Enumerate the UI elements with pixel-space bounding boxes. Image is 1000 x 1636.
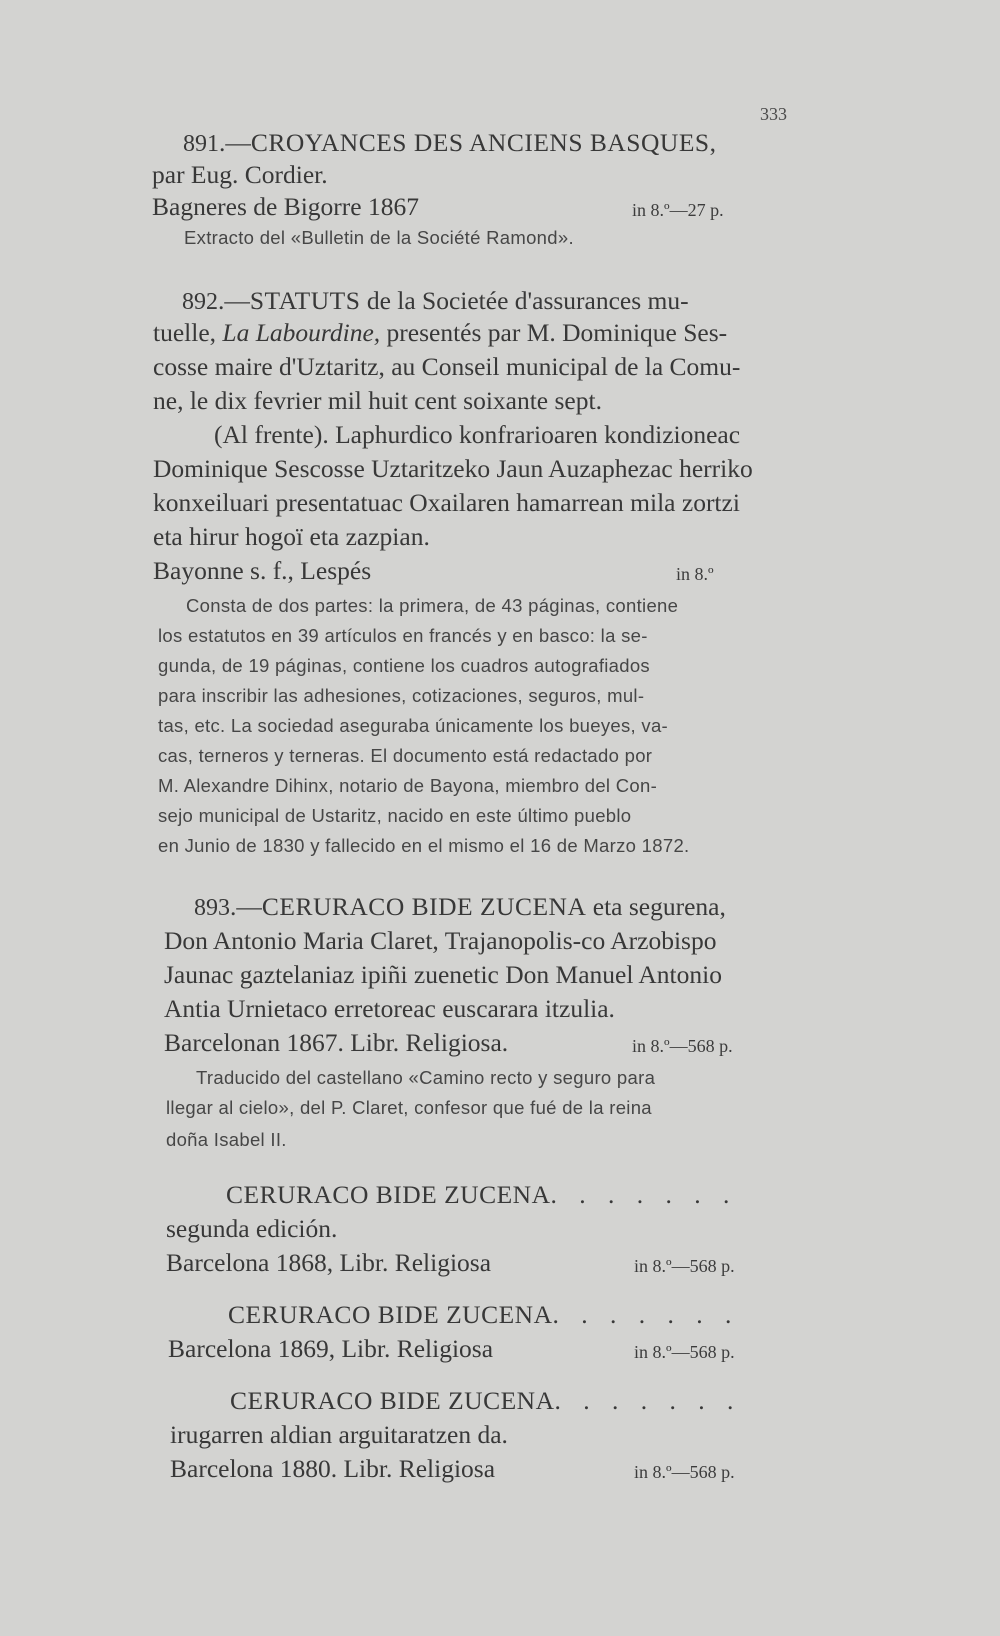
entry-title: CERURACO BIDE ZUCENA <box>261 892 587 921</box>
entry-text-line: eta segurena, <box>592 892 726 921</box>
entry-text-line: Don Antonio Maria Claret, Trajanopolis-co Arzobispo <box>164 926 717 955</box>
entry-text-line: cosse maire d'Uztaritz, au Conseil municipal de la Comu- <box>153 352 741 381</box>
edition-imprint: Barcelona 1868, Libr. Religiosa <box>166 1248 492 1277</box>
edition-title-line <box>228 1300 739 1330</box>
entry-number: 891 <box>183 131 219 157</box>
entry-892-title-line <box>182 286 689 317</box>
leader-dots: . . . . . . . <box>554 1386 742 1415</box>
entry-text-line: de la Societée d'assurances mu- <box>366 286 689 315</box>
edition-format: in 8.º—568 p. <box>634 1462 735 1482</box>
entry-dash: .— <box>219 128 251 157</box>
edition-imprint: Barcelona 1880. Libr. Religiosa <box>170 1454 496 1483</box>
entry-number: 892 <box>182 289 218 315</box>
entry-number: 893 <box>194 895 230 921</box>
entry-text-line: Dominique Sescosse Uztaritzeko Jaun Auzaphezac herriko <box>153 454 753 483</box>
entry-note-line: Consta de dos partes: la primera, de 43 páginas, contiene <box>186 595 679 616</box>
entry-text-line: Jaunac gaztelaniaz ipiñi zuenetic Don Manuel Antonio <box>164 960 722 989</box>
entry-note-line: Traducido del castellano «Camino recto y seguro para <box>196 1067 656 1088</box>
edition-subtitle: irugarren aldian arguitaratzen da. <box>170 1420 508 1449</box>
entry-format: in 8.º—568 p. <box>632 1036 733 1056</box>
entry-text-line: ne, le dix fevrier mil huit cent soixante sept. <box>153 386 602 415</box>
edition-title: CERURACO BIDE ZUCENA <box>226 1180 551 1209</box>
entry-dash: .— <box>230 892 262 921</box>
edition-imprint: Barcelona 1869, Libr. Religiosa <box>168 1334 494 1363</box>
entry-note-line: M. Alexandre Dihinx, notario de Bayona, miembro del Con- <box>158 775 658 796</box>
entry-text-line: presentés par M. Dominique Ses- <box>386 318 728 347</box>
entry-text-line: Antia Urnietaco erretoreac euscarara itzulia. <box>164 994 615 1023</box>
entry-author: par Eug. Cordier. <box>152 160 328 189</box>
entry-note-line: sejo municipal de Ustaritz, nacido en este último pueblo <box>158 805 632 826</box>
entry-text-line-wrap <box>153 318 727 348</box>
edition-format: in 8.º—568 p. <box>634 1342 735 1362</box>
entry-note-line: cas, terneros y terneras. El documento está redactado por <box>158 745 653 766</box>
edition-title: CERURACO BIDE ZUCENA <box>230 1386 555 1415</box>
entry-note-line: doña Isabel II. <box>166 1129 287 1150</box>
entry-893-title-line <box>194 892 726 923</box>
entry-note-line: en Junio de 1830 y fallecido en el mismo el 16 de Marzo 1872. <box>158 835 690 856</box>
entry-imprint: Bagneres de Bigorre 1867 <box>152 192 419 221</box>
entry-italic-title: La Labourdine, <box>222 318 381 347</box>
entry-note-line: los estatutos en 39 artículos en francés y en basco: la se- <box>158 625 648 646</box>
entry-note-line: gunda, de 19 páginas, contiene los cuadros autografiados <box>158 655 650 676</box>
entry-format: in 8.º—27 p. <box>632 200 724 220</box>
entry-text-line: konxeiluari presentatuac Oxailaren hamarrean mila zortzi <box>153 488 740 517</box>
entry-format: in 8.º <box>676 564 714 584</box>
edition-title-line <box>226 1180 737 1210</box>
page-number: 333 <box>760 104 787 124</box>
entry-text-line: (Al frente). Laphurdico konfrarioaren kondizioneac <box>214 420 741 449</box>
entry-text-line: tuelle, <box>153 318 217 347</box>
entry-dash: .— <box>218 286 250 315</box>
edition-title-line <box>230 1386 741 1416</box>
entry-891-title-line <box>183 128 716 159</box>
edition-format: in 8.º—568 p. <box>634 1256 735 1276</box>
entry-title: CROYANCES DES ANCIENS BASQUES, <box>250 128 717 157</box>
entry-imprint: Barcelonan 1867. Libr. Religiosa. <box>164 1028 509 1057</box>
entry-imprint: Bayonne s. f., Lespés <box>153 556 372 585</box>
entry-note-line: para inscribir las adhesiones, cotizaciones, seguros, mul- <box>158 685 645 706</box>
entry-note-line: tas, etc. La sociedad aseguraba únicamente los bueyes, va- <box>158 715 669 736</box>
leader-dots: . . . . . . . <box>550 1180 738 1209</box>
edition-subtitle: segunda edición. <box>166 1214 338 1243</box>
edition-title: CERURACO BIDE ZUCENA <box>228 1300 553 1329</box>
entry-title: STATUTS <box>249 286 361 315</box>
entry-note-line: llegar al cielo», del P. Claret, confesor que fué de la reina <box>166 1097 652 1118</box>
leader-dots: . . . . . . . <box>552 1300 740 1329</box>
entry-note: Extracto del «Bulletin de la Société Ramond». <box>184 227 574 248</box>
entry-text-line: eta hirur hogoï eta zazpian. <box>153 522 430 551</box>
